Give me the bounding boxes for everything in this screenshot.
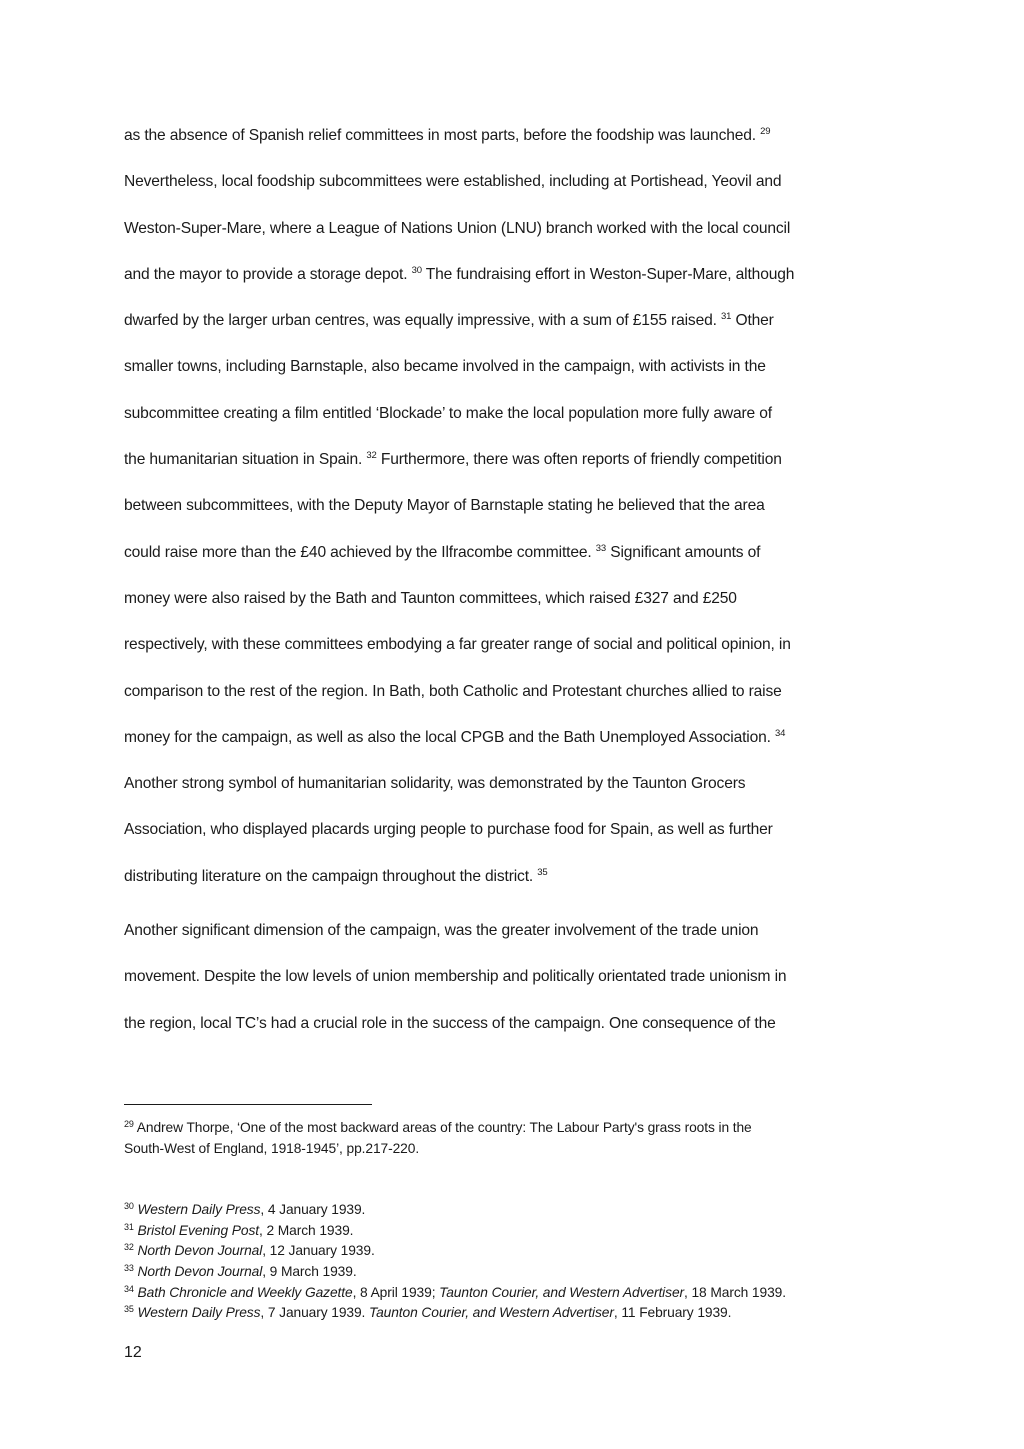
footnote-item: [124, 1200, 924, 1221]
line-text: could raise more than the £40 achieved by the Ilfracombe committee.: [124, 543, 596, 561]
line-text: Significant amounts of: [606, 543, 761, 561]
footnote-separator: [124, 1104, 372, 1105]
text-line: [124, 761, 914, 807]
line-text: money were also raised by the Bath and Taunton committees, which raised £327 and £250: [124, 589, 737, 607]
text-line: [124, 483, 914, 529]
footnote-number: 30: [124, 1201, 134, 1211]
footnote-number: 33: [124, 1263, 134, 1274]
footnote-reference: 31: [721, 311, 732, 323]
line-text: the region, local TC’s had a crucial role in the success of the campaign. One consequence of the: [124, 1014, 776, 1032]
footnote-reference: 32: [366, 450, 377, 462]
line-text: Furthermore, there was often reports of friendly competition: [376, 451, 782, 469]
footnote-text: , 2 March 1939.: [259, 1222, 354, 1238]
page-number: 12: [124, 1344, 142, 1361]
text-line: [124, 206, 914, 252]
footnote-number: 29: [124, 1119, 134, 1129]
line-text: and the mayor to provide a storage depot.: [124, 265, 412, 283]
footnote-text: , 9 March 1939.: [262, 1264, 357, 1280]
line-text: between subcommittees, with the Deputy Mayor of Barnstaple stating he believed that the area: [124, 497, 765, 515]
footnote-text: , 8 April 1939;: [352, 1284, 440, 1300]
line-text: The fundraising effort in Weston-Super-Mare, although: [421, 265, 795, 283]
text-line: [124, 391, 914, 437]
text-line: [124, 437, 914, 483]
text-line: [124, 908, 914, 954]
text-line: [124, 807, 914, 853]
text-line: [124, 576, 914, 622]
text-line: [124, 954, 914, 1000]
line-text: the humanitarian situation in Spain.: [124, 451, 367, 469]
footnote-text: , 7 January 1939.: [260, 1305, 370, 1321]
footnote-text: , 12 January 1939.: [262, 1243, 375, 1259]
source-title: Taunton Courier, and Western Advertiser: [439, 1284, 685, 1300]
footnote-text: , 4 January 1939.: [260, 1202, 366, 1217]
footnote-number: 34: [124, 1283, 134, 1294]
text-line: [124, 1001, 914, 1047]
text-line: [124, 669, 914, 715]
source-title: Bristol Evening Post: [137, 1222, 260, 1238]
footnote-29-line-2: South-West of England, 1918-1945’, pp.217-220.: [124, 1140, 420, 1156]
footnote-text: , 18 March 1939.: [684, 1284, 786, 1300]
footnote-number: 32: [124, 1242, 134, 1253]
footnote-reference: 35: [537, 866, 548, 878]
text-line: [124, 344, 914, 390]
text-line: [124, 159, 914, 205]
footnote-item: [124, 1303, 924, 1324]
line-text: Another significant dimension of the campaign, was the greater involvement of the trade union: [124, 922, 759, 940]
footnote-reference: 33: [595, 542, 607, 554]
footnote-text: , 11 February 1939.: [613, 1305, 732, 1321]
paragraph-1: [124, 113, 914, 900]
line-text: smaller towns, including Barnstaple, also became involved in the campaign, with activists in the: [124, 358, 766, 376]
footnote-reference: 34: [775, 727, 786, 739]
source-title: Western Daily Press: [137, 1305, 261, 1321]
footnote-item: [124, 1221, 924, 1242]
footnote-item: [124, 1241, 924, 1262]
line-text: comparison to the rest of the region. In Bath, both Catholic and Protestant churches allied to raise: [124, 682, 782, 700]
footnote-reference: 30: [411, 264, 422, 276]
text-line: [124, 298, 914, 344]
text-line: [124, 854, 914, 900]
footnote-number: 35: [124, 1304, 134, 1315]
line-text: respectively, with these committees embodying a far greater range of social and political opinion, in: [124, 636, 791, 654]
source-title: Western Daily Press: [137, 1202, 261, 1217]
body-text: [124, 113, 914, 1047]
text-line: [124, 252, 914, 298]
line-text: as the absence of Spanish relief committees in most parts, before the foodship was launched.: [124, 127, 761, 144]
source-title: North Devon Journal: [137, 1264, 263, 1280]
footnote-item: [124, 1283, 924, 1304]
paragraph-2: [124, 908, 914, 1047]
footnote-list: [124, 1200, 924, 1324]
line-text: Nevertheless, local foodship subcommittees were established, including at Portishead, Yeovil and: [124, 173, 782, 191]
line-text: Weston-Super-Mare, where a League of Nations Union (LNU) branch worked with the local council: [124, 219, 791, 237]
line-text: Association, who displayed placards urging people to purchase food for Spain, as well as further: [124, 821, 773, 839]
line-text: subcommittee creating a film entitled ‘Blockade’ to make the local population more fully aware of: [124, 404, 772, 422]
footnote-29: [124, 1118, 924, 1159]
line-text: Another strong symbol of humanitarian solidarity, was demonstrated by the Taunton Grocers: [124, 775, 746, 793]
footnote-29-line-1: [124, 1118, 924, 1139]
paragraph-gap: [124, 900, 914, 908]
footnote-item: [124, 1262, 924, 1283]
text-line: [124, 622, 914, 668]
text-line: [124, 113, 914, 159]
line-text: Other: [731, 312, 774, 330]
source-title: North Devon Journal: [137, 1243, 263, 1259]
line-text: dwarfed by the larger urban centres, was equally impressive, with a sum of £155 raised.: [124, 312, 721, 330]
line-text: money for the campaign, as well as also the local CPGB and the Bath Unemployed Association.: [124, 728, 776, 746]
footnote-number: 31: [124, 1221, 134, 1232]
text-line: [124, 530, 914, 576]
source-title: Bath Chronicle and Weekly Gazette: [137, 1284, 353, 1300]
footnote-reference: 29: [760, 126, 771, 137]
footnote-text: Andrew Thorpe, ‘One of the most backward areas of the country: The Labour Party's grass roots in the: [133, 1120, 752, 1135]
text-line: [124, 715, 914, 761]
source-title: Taunton Courier, and Western Advertiser: [369, 1305, 614, 1321]
line-text: distributing literature on the campaign throughout the district.: [124, 867, 538, 885]
line-text: movement. Despite the low levels of union membership and politically orientated trade unionism in: [124, 968, 787, 986]
